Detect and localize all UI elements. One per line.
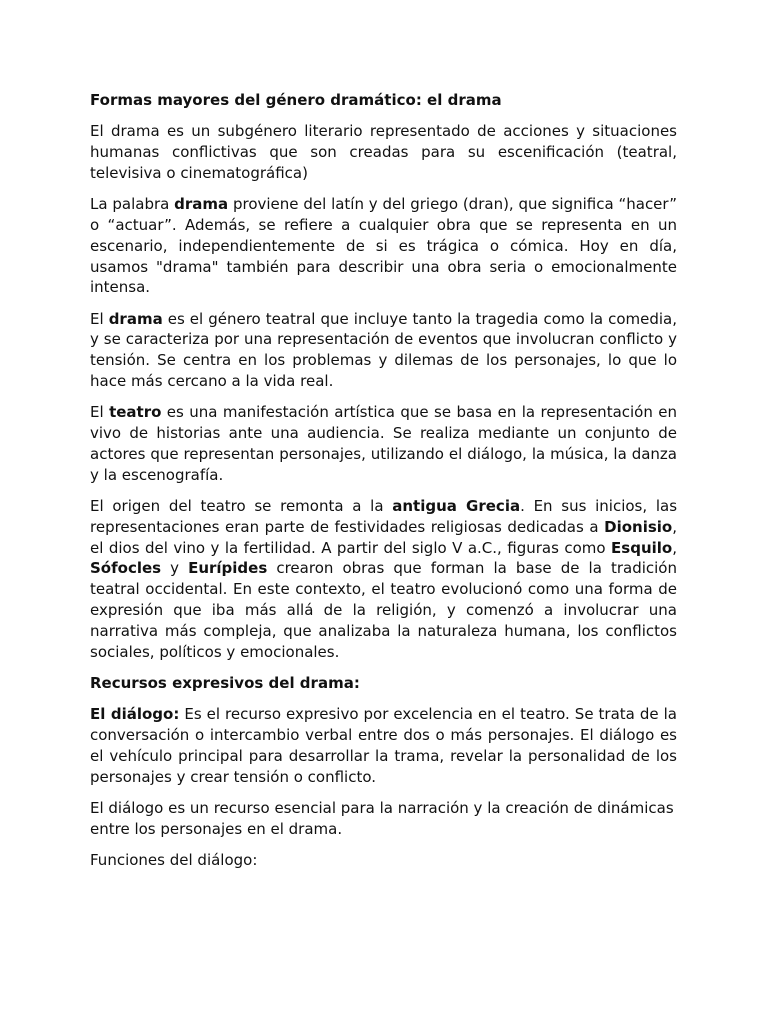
paragraph-dialogo-esencial: El diálogo es un recurso esencial para la narración y la creación de dinámicas entre los personajes en el drama. xyxy=(90,798,674,838)
paragraph-origin xyxy=(90,496,677,662)
document-title: Formas mayores del género dramático: el drama xyxy=(90,91,502,109)
text-run: El xyxy=(90,309,109,328)
text-run: Es el recurso expresivo por excelencia en el teatro. Se trata de la conversación o intercambio verbal entre dos o más personajes. El diálogo es el vehículo principal para desarrollar la trama, revelar la personalidad de los personajes y crear tensión o conflicto. xyxy=(90,705,677,786)
paragraph-teatro xyxy=(90,402,677,485)
bold-term-esquilo: Esquilo xyxy=(611,538,673,557)
paragraph-dialogo xyxy=(90,704,677,787)
text-run: crearon obras que forman la base de la tradición teatral occidental. En este contexto, el teatro evolucionó como una forma de expresión que iba más allá de la religión, y comenzó a involucrar una narrativa más compleja, que analizaba la naturaleza humana, los conflictos sociales, políticos y emocionales. xyxy=(90,559,677,661)
bold-term-drama: drama xyxy=(174,195,229,214)
paragraph-drama-genre xyxy=(90,309,677,392)
section-subtitle: Recursos expresivos del drama: xyxy=(90,673,360,692)
paragraph-drama-definition: El drama es un subgénero literario representado de acciones y situaciones humanas conflictivas que son creadas para su escenificación (teatral, televisiva o cinematográfica) xyxy=(90,122,677,182)
text-run: es una manifestación artística que se basa en la representación en vivo de historias ante una audiencia. Se realiza mediante un conjunto de actores que representan personajes, utilizando el diálogo, la música, la danza y la escenografía. xyxy=(90,403,678,484)
text-run: proviene del latín y del griego (dran), que significa “hacer” o “actuar”. Además, se refiere a cualquier obra que se representa en un escenario, independientemente de si es trágica o cómica. Hoy en día, usamos "drama" también para describir una obra seria o emocionalmente intensa. xyxy=(90,195,677,297)
bold-term-antigua-grecia: antigua Grecia xyxy=(392,497,521,516)
text-run: , xyxy=(672,538,677,557)
bold-term-dialogo: El diálogo: xyxy=(90,705,180,724)
bold-term-euripides: Eurípides xyxy=(188,559,268,578)
text-run: es el género teatral que incluye tanto la tragedia como la comedia, y se caracteriza por una representación de eventos que involucran conflicto y tensión. Se centra en los problemas y dilemas de los personajes, lo que lo hace más cercano a la vida real. xyxy=(90,309,677,391)
document-page xyxy=(90,90,677,881)
bold-term-sofocles: Sófocles xyxy=(90,559,162,578)
text-run: . En sus inicios, las representaciones eran parte de festividades religiosas dedicadas a xyxy=(90,497,678,536)
bold-term-drama: drama xyxy=(108,309,163,328)
bold-term-dionisio: Dionisio xyxy=(604,517,673,536)
text-run: , el dios del vino y la fertilidad. A partir del siglo V a.C., figuras como xyxy=(90,517,677,557)
text-run: y xyxy=(161,559,189,578)
text-run: El xyxy=(90,403,110,422)
paragraph-funciones: Funciones del diálogo: xyxy=(90,851,258,869)
text-run: La palabra xyxy=(90,195,175,214)
bold-term-teatro: teatro xyxy=(109,403,162,422)
text-run: El origen del teatro se remonta a la xyxy=(90,497,393,516)
paragraph-etymology xyxy=(90,194,677,298)
